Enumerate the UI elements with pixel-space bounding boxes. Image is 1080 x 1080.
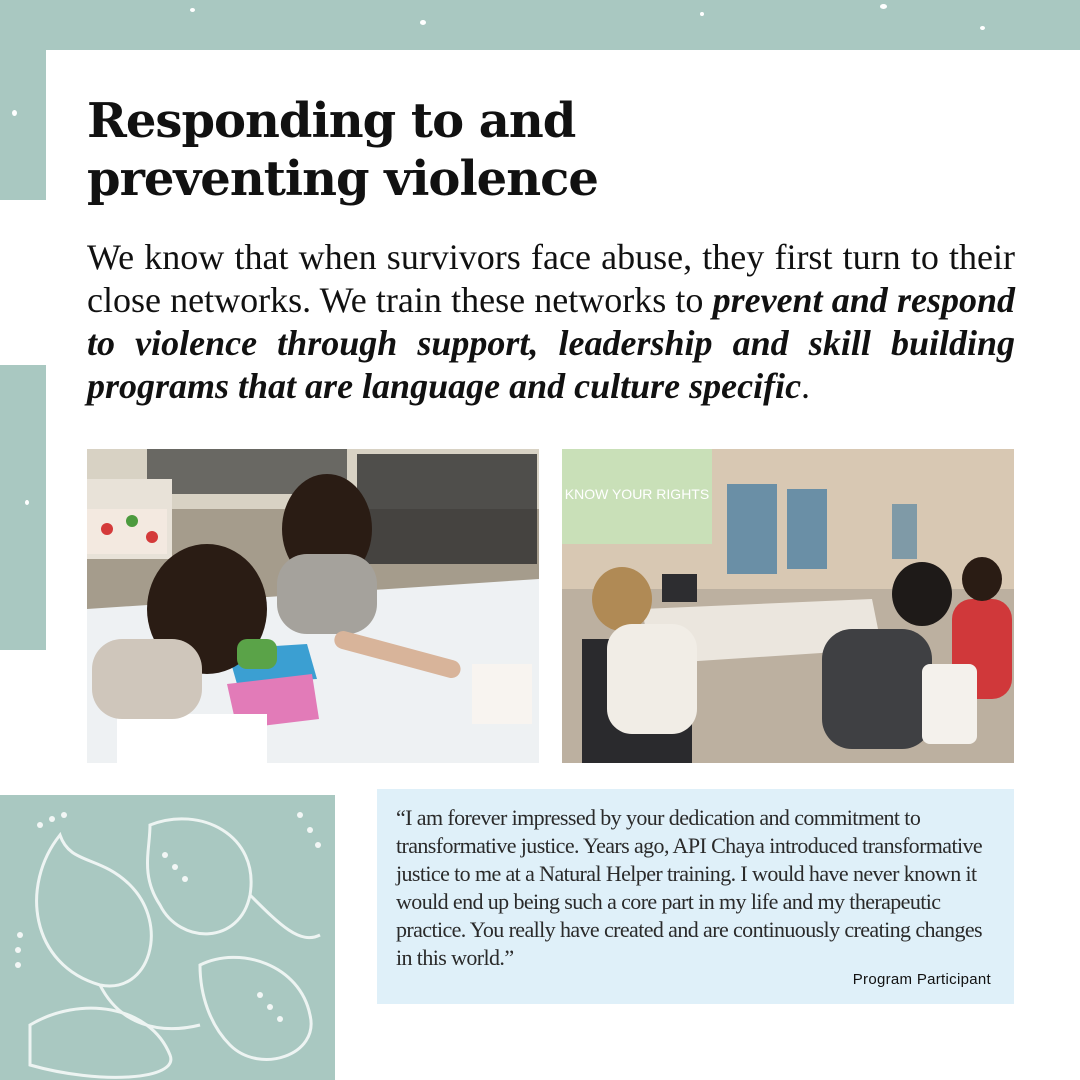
intro-plain-text: We know that when survivors face abuse, they first turn to their close networks. We train these networks to [87, 237, 1015, 320]
intro-paragraph [87, 236, 1015, 408]
floral-ornament-graphic [0, 795, 335, 1080]
intro-end-text: . [801, 366, 811, 406]
decorative-top-band [0, 0, 1080, 50]
page-title: Responding to and preventing violence [87, 93, 598, 207]
paint-speck [190, 8, 195, 12]
paint-speck [12, 110, 17, 116]
paint-speck [420, 20, 426, 25]
testimonial-attribution: Program Participant [852, 971, 991, 988]
testimonial-box [377, 789, 1014, 1004]
photo-know-your-rights-workshop [562, 449, 1014, 763]
paint-speck [880, 4, 887, 9]
paint-speck [25, 500, 29, 505]
photo-children-crafts [87, 449, 539, 763]
decorative-left-gap [0, 200, 46, 365]
projector-slide-text: KNOW YOUR RIGHTS [564, 486, 710, 502]
floral-ornament [0, 795, 335, 1080]
intro-emphasis-text: prevent and respond to violence through support, leadership and skill building programs that are language and culture specific [87, 280, 1015, 406]
paint-speck [980, 26, 985, 30]
testimonial-quote: “I am forever impressed by your dedication and commitment to transformative justice. Years ago, API Chaya introduced transformative justice to me at a Natural Helper training. I would have never known it would end up being such a core part in my life and my therapeutic practice. You really have created and are continuously creating changes in this world.” [396, 805, 983, 970]
paint-speck [700, 12, 704, 16]
